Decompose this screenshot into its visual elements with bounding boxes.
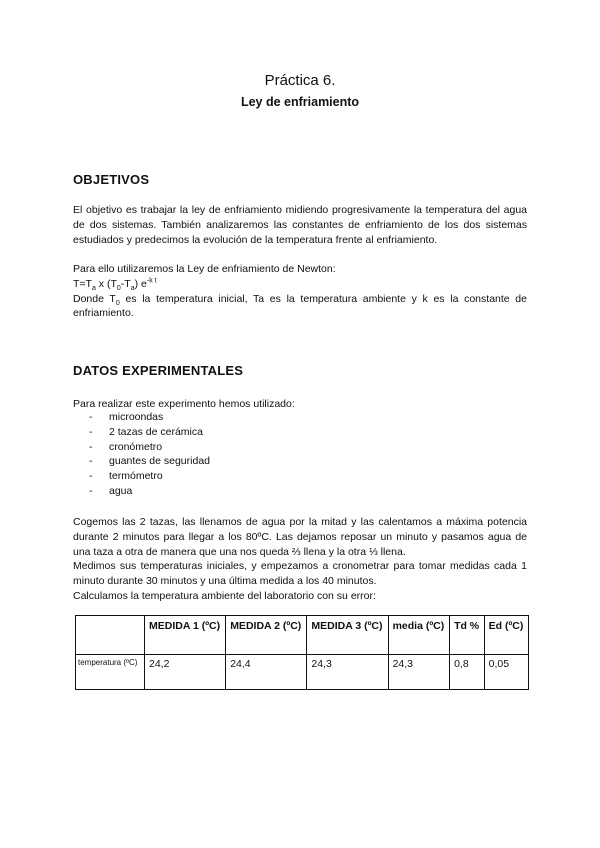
formula-exponent: -k t (146, 277, 157, 285)
newton-intro-line: Para ello utilizaremos la Ley de enfriamiento de Newton: (73, 263, 336, 275)
list-item: - cronómetro (89, 440, 210, 455)
formula-sub: a (91, 284, 96, 292)
table-header-cell (76, 616, 145, 655)
donde-text: es la temperatura inicial, Ta es la temperatura ambiente y k es la constante de enfriamiento. (73, 292, 527, 320)
temperature-table (75, 615, 529, 690)
formula-part: x (T (95, 277, 117, 290)
formula-sub: 0 (116, 284, 121, 292)
list-item: - termómetro (89, 469, 210, 484)
table-header-cell: Td % (450, 616, 485, 655)
section-heading-objetivos: OBJETIVOS (73, 172, 150, 187)
table-cell: 24,4 (226, 655, 307, 690)
newton-block (73, 262, 527, 321)
formula-sub: a (130, 284, 135, 292)
materials-intro: Para realizar este experimento hemos utilizado: (73, 398, 295, 410)
page-subtitle: Ley de enfriamiento (240, 95, 360, 109)
list-item: - microondas (89, 410, 210, 425)
table-cell: 24,2 (145, 655, 226, 690)
donde-sub: 0 (115, 299, 120, 307)
newton-formula (73, 277, 527, 292)
list-item: - guantes de seguridad (89, 454, 210, 469)
table-row-label: temperatura (ºC) (76, 655, 145, 690)
formula-part: ) e (134, 277, 147, 290)
table-cell: 0,05 (484, 655, 528, 690)
table-cell: 24,3 (388, 655, 450, 690)
donde-line (73, 292, 527, 322)
table-header-cell: MEDIDA 2 (ºC) (226, 616, 307, 655)
table-header-cell: Ed (ºC) (484, 616, 528, 655)
section-heading-datos: DATOS EXPERIMENTALES (73, 363, 244, 378)
table-header-row (76, 616, 529, 655)
materials-list (89, 410, 210, 499)
table-row (76, 655, 529, 690)
donde-text: Donde T (73, 292, 116, 305)
list-item: - 2 tazas de cerámica (89, 425, 210, 440)
table-header-cell: MEDIDA 1 (ºC) (145, 616, 226, 655)
objetivos-paragraph: El objetivo es trabajar la ley de enfriamiento midiendo progresivamente la temperatura del agua de dos sistemas. También analizaremos las constantes de enfriamiento de los dos sistemas estudiados y predecimos la evolución de la temperatura frente al enfriamiento. (73, 204, 527, 246)
formula-part: T=T (73, 277, 92, 290)
table-cell: 24,3 (307, 655, 388, 690)
procedure-block (73, 515, 527, 604)
procedure-paragraph-3: Calculamos la temperatura ambiente del laboratorio con su error: (73, 589, 376, 602)
procedure-paragraph-1: Cogemos las 2 tazas, las llenamos de agua por la mitad y las calentamos a máxima potencia durante 2 minutos para llegar a los 80ºC. Las dejamos reposar un minuto y pasamos agua de una taza a otra de manera que una nos queda ⅔ llena y la otra ⅓ llena. (73, 516, 527, 558)
formula-part: -T (120, 277, 131, 290)
procedure-paragraph-2: Medimos sus temperaturas iniciales, y empezamos a cronometrar para tomar medidas cada 1 minuto durante 30 minutos y una última medida a los 40 minutos. (73, 560, 527, 588)
page-title: Práctica 6. (264, 72, 336, 89)
table-header-cell: media (ºC) (388, 616, 450, 655)
list-item: - agua (89, 484, 210, 499)
table-cell: 0,8 (450, 655, 485, 690)
table-header-cell: MEDIDA 3 (ºC) (307, 616, 388, 655)
